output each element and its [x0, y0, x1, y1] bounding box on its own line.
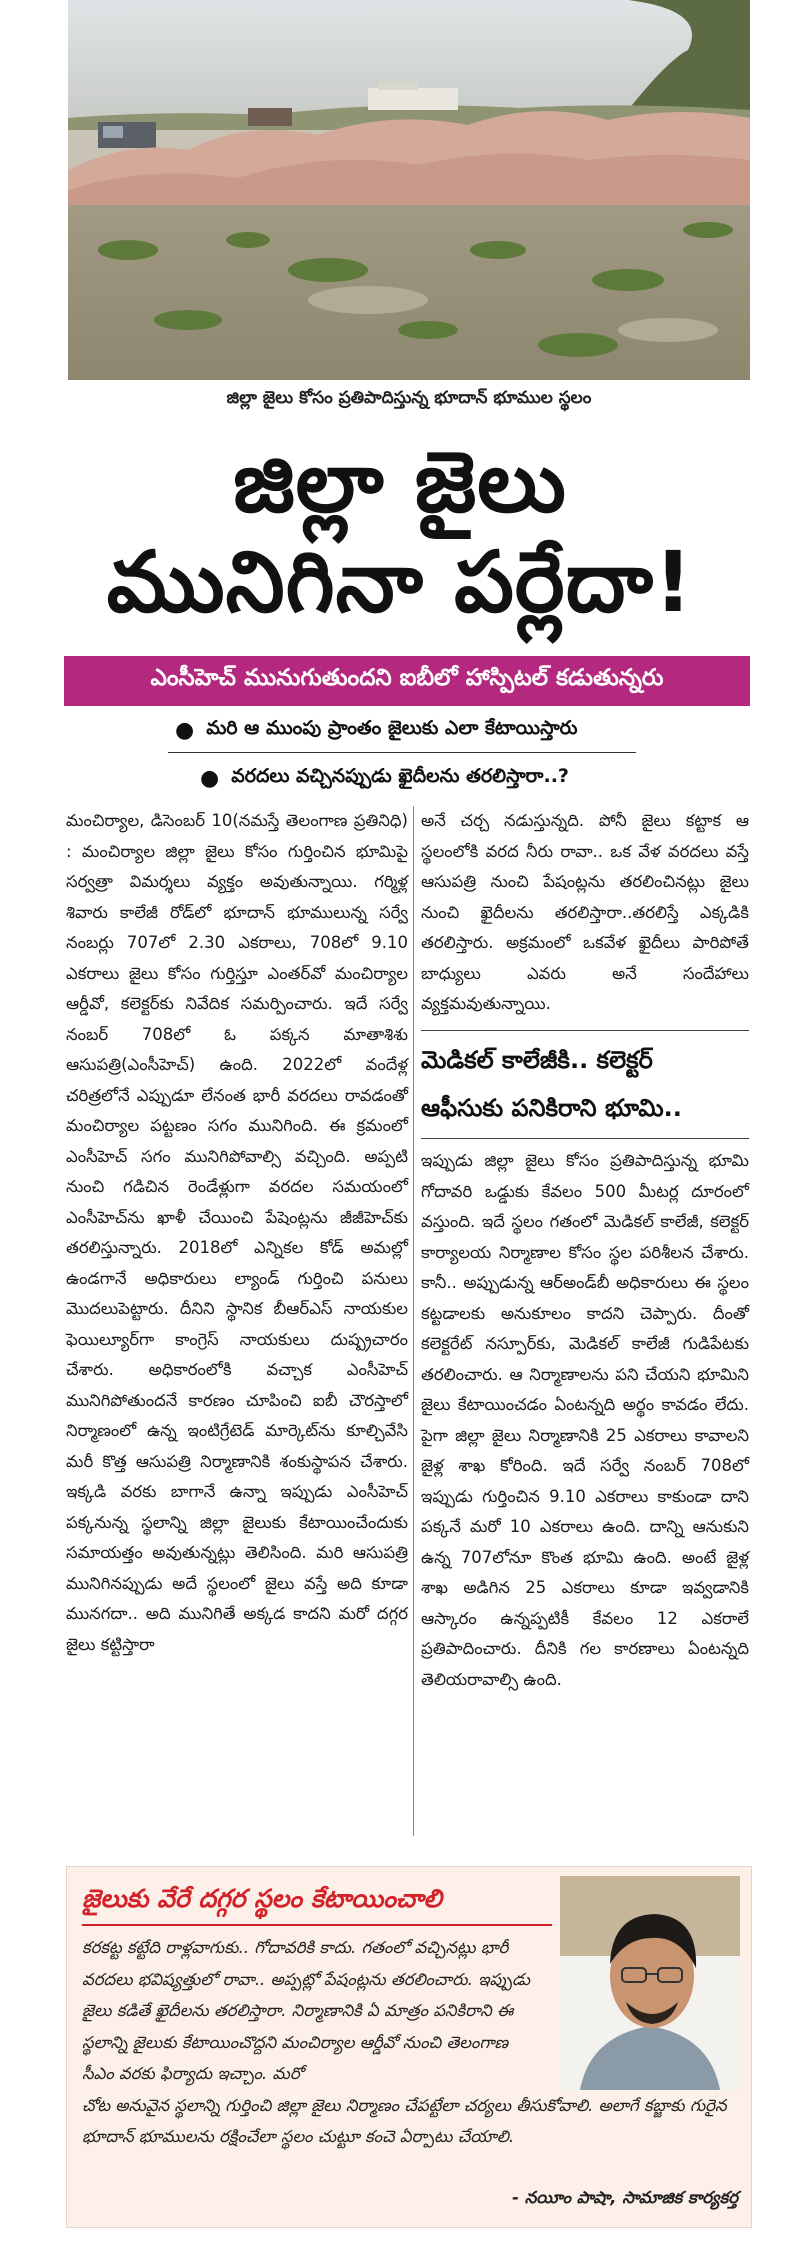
subheading-line-1: మెడికల్ కాలేజీకి.. కలెక్టర్ [421, 1046, 653, 1074]
article-column-right-top [421, 806, 749, 1020]
quote-signature: - నయీం పాషా, సామాజిక కార్యకర్త [512, 2188, 738, 2207]
bullet-text-2: వరదలు వచ్చినప్పుడు ఖైదీలను తరలిస్తారా..? [231, 765, 569, 787]
article-paragraph: మంచిర్యాల, డిసెంబర్ 10(నమస్తే తెలంగాణ ప్రతినిధి) : మంచిర్యాల జిల్లా జైలు కోసం గుర్తించిన భూమిపై సర్వత్రా విమర్శలు వ్యక్తం అవుతున్నాయి. గర్మిళ్ల శివారు కాలేజీ రోడ్‌లో భూదాన్ భూములున్న సర్వే నంబర్లు 707లో 2.30 ఎకరాలు, 708లో 9.10 ఎకరాలు జైలు కోసం గుర్తిస్తూ ఎంతర్‌వో మంచిర్యాల ఆర్డీవో, కలెక్టర్‌కు నివేదిక సమర్పించారు. ఇదే సర్వే నంబర్ 708లో ఓ పక్కన మాతాశిశు ఆసుపత్రి(ఎంసీహెచ్) ఉంది. 2022లో వందేళ్ల చరిత్రలోనే ఎప్పుడూ లేనంత భారీ వరదలు రావడంతో మంచిర్యాల పట్టణం సగం మునిగింది. ఈ క్రమంలో ఎంసీహెచ్ సగం మునిగిపోవాల్సి వచ్చింది. అప్పటి నుంచి గడిచిన రెండేళ్లుగా వరదల సమయంలో ఎంసీహెచ్‌ను ఖాళీ చేయించి పేషెంట్లను జీజీహెచ్‌కు తరలిస్తున్నారు. 2018లో ఎన్నికల కోడ్ అమల్లో ఉండగానే అధికారులు ల్యాండ్ గుర్తించి పనులు మొదలుపెట్టారు. దీనిని స్థానిక బీఆర్ఎస్ నాయకుల ఫెయిల్యూర్‌గా కాంగ్రెస్ నాయకులు దుష్ప్రచారం చేశారు. అధికారంలోకి వచ్చాక ఎంసీహెచ్ మునిగిపోతుందనే కారణం చూపించి ఐబీ చౌరస్తాలో నిర్మాణంలో ఉన్న ఇంటిగ్రేటెడ్ మార్కెట్‌ను కూల్చివేసి మరీ కొత్త ఆసుపత్రి నిర్మాణానికి శంకుస్థాపన చేశారు. ఇక్కడి వరకు బాగానే ఉన్నా ఇప్పుడు ఎంసీహెచ్ పక్కనున్న స్థలాన్ని జిల్లా జైలుకు కేటాయించేందుకు సమాయత్తం అవుతున్నట్లు తెలిసింది. మరి ఆసుపత్రి మునిగినప్పుడు అదే స్థలంలో జైలు వస్తే అది కూడా మునగదా.. అది మునిగితే అక్కడ కాదని మరో దగ్గర జైలు కట్టిస్తారా [66, 811, 408, 1654]
subheading [421, 1036, 749, 1132]
bullet-point-2 [200, 765, 569, 792]
article-column-left [66, 806, 408, 1660]
photo-caption: జిల్లా జైలు కోసం ప్రతిపాదిస్తున్న భూదాన్ భూముల స్థలం [226, 388, 592, 408]
subheading-line-2: ఆఫీసుకు పనికిరాని భూమి.. [421, 1094, 682, 1122]
land-photo [68, 0, 750, 380]
headline [20, 432, 780, 632]
quote-box-text [82, 1932, 768, 2153]
bullet-point-1 [175, 717, 578, 744]
bullet-divider [168, 752, 636, 753]
quote-box-title: జైలుకు వేరే దగ్గర స్థలం కేటాయించాలి [82, 1884, 552, 1926]
quote-text-wide: చోట అనువైన స్థలాన్ని గుర్తించి జిల్లా జైలు నిర్మాణం చేపట్టేలా చర్యలు తీసుకోవాలి. అలాగే కబ్జాకు గురైన భూదాన్ భూములను రక్షించేలా స్థలం చుట్టూ కంచె ఏర్పాటు చేయాలి. [82, 2095, 727, 2146]
subhead-rule-bottom [421, 1138, 749, 1139]
bullet-dot-icon: ● [200, 766, 220, 791]
bullet-dot-icon: ● [175, 718, 195, 743]
headline-line-1: జిల్లా జైలు [233, 433, 567, 531]
bullet-text-1: మరి ఆ ముంపు ప్రాంతం జైలుకు ఎలా కేటాయిస్తారు [206, 717, 578, 739]
subhead-rule-top [421, 1030, 749, 1031]
article-paragraph: అనే చర్చ నడుస్తున్నది. పోనీ జైలు కట్టాక ఆ స్థలంలోకి వరద నీరు రావా.. ఒక వేళ వరదలు వస్తే ఆసుపత్రి నుంచి పేషంట్లను తరలించినట్లు జైలు నుంచి ఖైదీలను తరలిస్తారా..తరలిస్తే ఎక్కడికి తరలిస్తారు. అక్రమంలో ఒకవేళ ఖైదీలు పారిపోతే బాధ్యులు ఎవరు అనే సందేహాలు వ్యక్తమవుతున్నాయి. [421, 811, 749, 1013]
column-divider [413, 806, 414, 1836]
subtitle-banner: ఎంసీహెచ్ మునుగుతుందని ఐబీలో హాస్పిటల్ కడుతున్నరు [64, 656, 750, 706]
headline-line-2: మునిగినా పర్లేదా! [106, 533, 694, 631]
quote-text-narrow: కరకట్ట కట్టేది రాళ్లవాగుకు.. గోదావరికి కాదు. గతంలో వచ్చినట్లు భారీ వరదలు భవిష్యత్తులో రావా.. అప్పట్లో పేషంట్లను తరలించారు. ఇప్పుడు జైలు కడితే ఖైదీలను తరలిస్తారా. నిర్మాణానికి ఏ మాత్రం పనికిరాని ఈ స్థలాన్ని జైలుకు కేటాయించొద్దని మంచిర్యాల ఆర్డీవో నుంచి తెలంగాణ సీఎం వరకు ఫిర్యాదు ఇచ్చాం. మరో [82, 1938, 530, 2083]
article-paragraph: ఇప్పుడు జిల్లా జైలు కోసం ప్రతిపాదిస్తున్న భూమి గోదావరి ఒడ్డుకు కేవలం 500 మీటర్ల దూరంలో వస్తుంది. ఇదే స్థలం గతంలో మెడికల్ కాలేజీ, కలెక్టర్ కార్యాలయ నిర్మాణాల కోసం స్థల పరిశీలన చేశారు. కానీ.. అప్పుడున్న ఆర్అండ్‌బీ అధికారులు ఈ స్థలం కట్టడాలకు అనుకూలం కాదని చెప్పారు. దీంతో కలెక్టరేట్ నస్పూర్‌కు, మెడికల్ కాలేజీ గుడిపేటకు తరలించారు. ఆ నిర్మాణాలను పని చేయని భూమిని జైలు కేటాయించడం ఏంటన్నది అర్థం కావడం లేదు. పైగా జిల్లా జైలు నిర్మాణానికి 25 ఎకరాలు కావాలని జైళ్ల శాఖ కోరింది. ఇదే సర్వే నంబర్ 708లో ఇప్పుడు గుర్తించిన 9.10 ఎకరాలు కాకుండా దాని పక్కనే మరో 10 ఎకరాలు ఉంది. దాన్ని ఆనుకుని ఉన్న 707లోనూ కొంత భూమి ఉంది. అంటే జైళ్ల శాఖ అడిగిన 25 ఎకరాలు కూడా ఇవ్వడానికి ఆస్కారం ఉన్నప్పటికీ కేవలం 12 ఎకరాలే ప్రతిపాదించారు. దీనికి గల కారణాలు ఏంటన్నది తెలియరావాల్సి ఉంది. [421, 1151, 749, 1689]
article-column-right-bottom [421, 1146, 749, 1695]
